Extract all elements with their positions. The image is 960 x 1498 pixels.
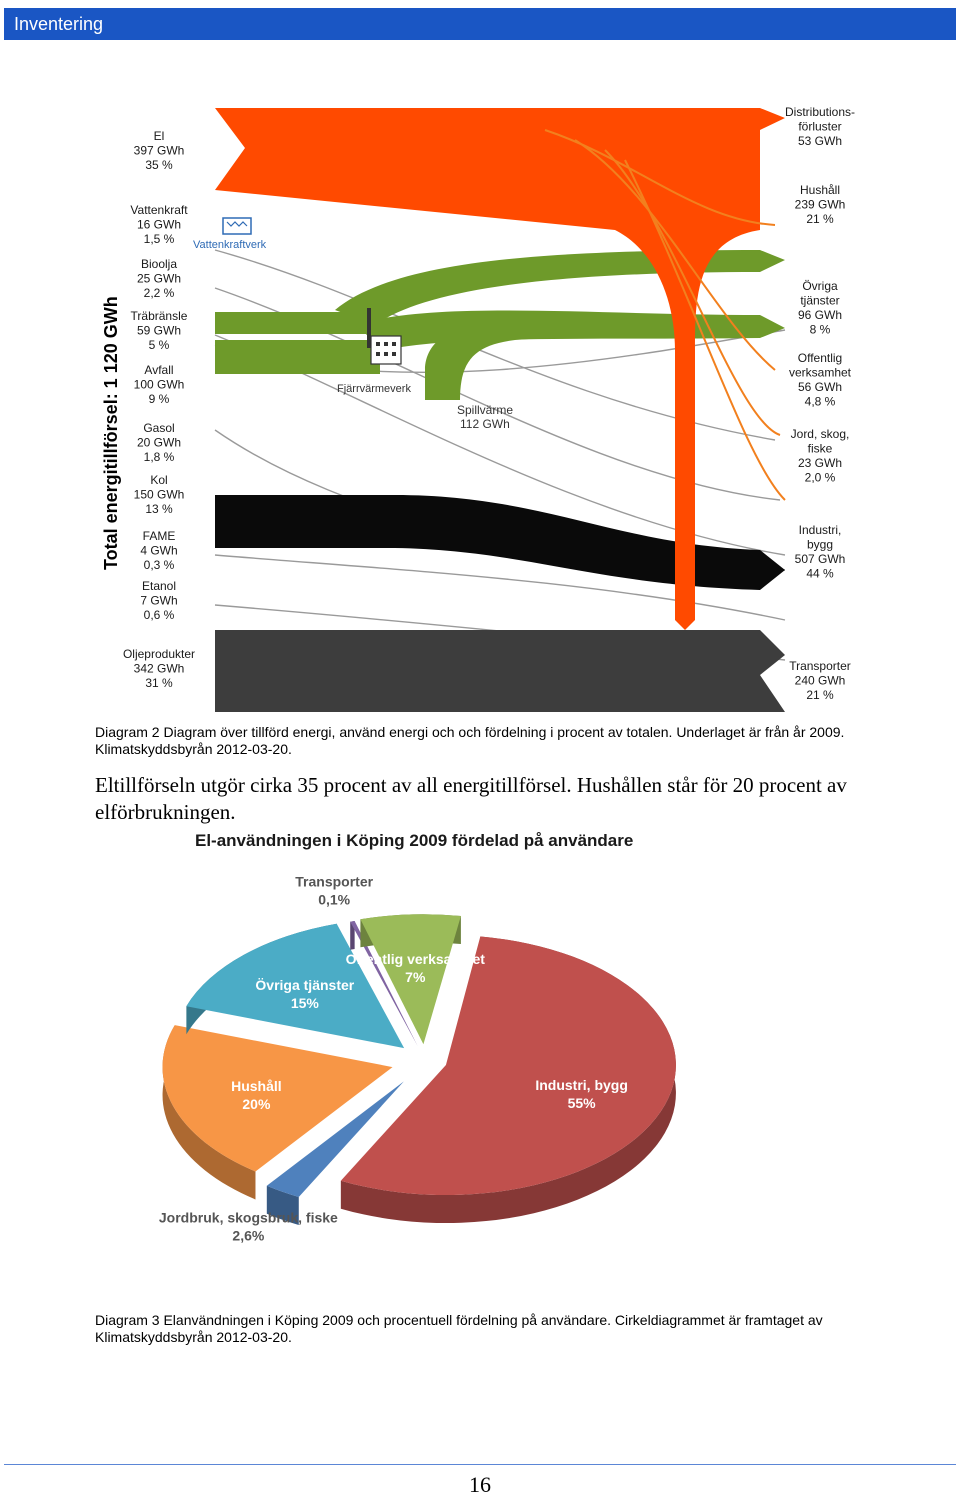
- district-heating-label: Fjärrvärmeverk: [337, 383, 411, 395]
- source-label: Bioolja 25 GWh 2,2 %: [136, 257, 182, 300]
- pie-slice-label: Övriga tjänster 15%: [255, 977, 355, 1012]
- sink-label: Jord, skog, fiske 23 GWh 2,0 %: [790, 427, 850, 485]
- sink-label: Övriga tjänster 96 GWh 8 %: [797, 279, 843, 337]
- sink-label: Hushåll 239 GWh 21 %: [794, 183, 846, 226]
- figure-caption-2: Diagram 3 Elanvändningen i Köping 2009 och procentuell fördelning på användare. Cirkeldiagrammet är framtaget av Klimatskyddsbyrån 2012-03-20.: [95, 1312, 823, 1345]
- pie-slice-label: Offentlig verksamhet 7%: [345, 950, 485, 985]
- energy-sankey-diagram: [95, 100, 865, 712]
- page-number: 16: [469, 1472, 491, 1497]
- source-label: Etanol 7 GWh 0,6 %: [140, 579, 178, 622]
- flow-green-branch-2: [355, 311, 785, 350]
- source-label: FAME 4 GWh 0,3 %: [140, 529, 178, 572]
- flow-waste: [215, 340, 380, 374]
- pie-slice-label: Transporter 0,1%: [295, 873, 374, 908]
- total-energy-label: Total energitillförsel: 1 120 GWh: [101, 296, 121, 570]
- pie-slice-label: Hushåll 20%: [231, 1078, 282, 1113]
- pie-slice-label: Jordbruk, skogsbruk, fiske 2,6%: [158, 1209, 338, 1244]
- source-label: Träbränsle 59 GWh 5 %: [130, 309, 188, 352]
- source-label: Avfall 100 GWh 9 %: [133, 363, 185, 406]
- sink-label: Offentlig verksamhet 56 GWh 4,8 %: [788, 351, 852, 409]
- hydro-plant-icon: [223, 218, 251, 234]
- chart-title: El-användningen i Köping 2009 fördelad på användare: [195, 831, 634, 850]
- flow-oil-products: [215, 630, 785, 712]
- waste-heat-label: Spillvärme 112 GWh: [457, 403, 514, 431]
- source-label: Gasol 20 GWh 1,8 %: [136, 421, 182, 464]
- source-label: Oljeprodukter 342 GWh 31 %: [122, 647, 196, 690]
- figure-caption-1: Diagram 2 Diagram över tillförd energi, använd energi och och fördelning i procent av totalen. Underlaget är från år 2009. Klimatskyddsbyrån 2012-03-20.: [95, 724, 845, 757]
- hydro-plant-label: Vattenkraftverk: [193, 239, 267, 251]
- footer-rule: [4, 1464, 956, 1465]
- source-label: El 397 GWh 35 %: [133, 129, 185, 172]
- sink-label: Industri, bygg 507 GWh 44 %: [794, 523, 846, 581]
- body-paragraph: Eltillförseln utgör cirka 35 procent av all energitillförsel. Hushållen står för 20 procent av elförbrukningen.: [95, 773, 847, 824]
- sink-label: Transporter 240 GWh 21 %: [789, 659, 851, 702]
- flow-coal: [215, 495, 785, 590]
- header-bar: [4, 8, 956, 40]
- pie-slice-label: Industri, bygg 55%: [535, 1076, 628, 1111]
- pie-chart: [95, 826, 715, 1296]
- sink-label: Distributions-förluster 53 GWh: [784, 105, 856, 148]
- source-label: Kol 150 GWh 13 %: [133, 473, 185, 516]
- source-label: Vattenkraft 16 GWh 1,5 %: [130, 203, 188, 246]
- header-title: Inventering: [14, 14, 104, 34]
